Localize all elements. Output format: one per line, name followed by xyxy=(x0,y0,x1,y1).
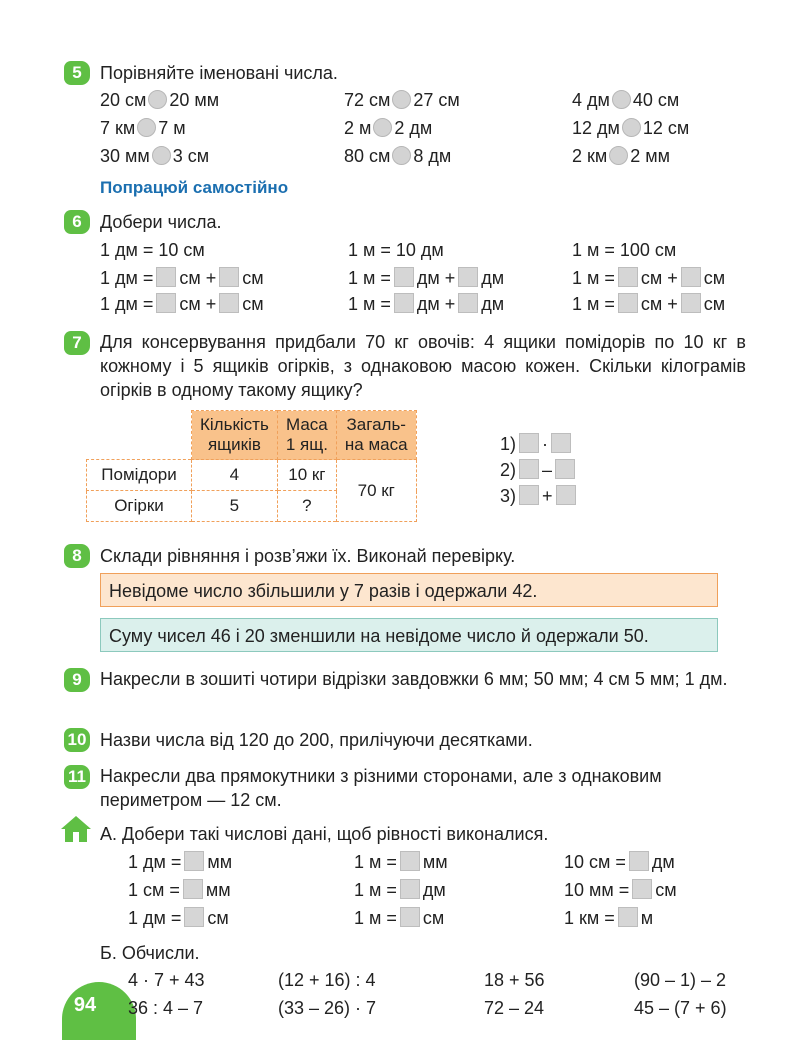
answer-box[interactable] xyxy=(219,293,239,313)
compare-row: 4 дм 40 см xyxy=(572,90,680,110)
compare-row: 30 мм 3 см xyxy=(100,146,210,166)
answer-box[interactable] xyxy=(400,879,420,899)
table-header: Загаль- на маса xyxy=(336,411,416,460)
expression: 72 – 24 xyxy=(484,998,545,1018)
answer-box[interactable] xyxy=(519,433,539,453)
compare-row: 80 см 8 дм xyxy=(344,146,452,166)
section-heading: Попрацюй самостійно xyxy=(100,178,289,197)
answer-box[interactable] xyxy=(156,293,176,313)
expression: (90 – 1) – 2 xyxy=(634,970,727,990)
solution-step: 3) + xyxy=(500,484,579,508)
equality: 1 дм = 10 см xyxy=(100,240,205,260)
exercise-5-title: Порівняйте іменовані числа. xyxy=(100,63,338,83)
answer-box[interactable] xyxy=(632,879,652,899)
expression: (33 – 26) · 7 xyxy=(278,998,377,1018)
answer-box[interactable] xyxy=(555,459,575,479)
equality: 1 м = 100 см xyxy=(572,240,677,260)
fill-equality: 1 м = см xyxy=(354,908,445,928)
exercise-10-text: Назви числа від 120 до 200, прилічуючи десятками. xyxy=(100,730,533,750)
exercise-9-badge: 9 xyxy=(64,668,90,692)
exercise-7-text: Для консервування придбали 70 кг овочів: 4 ящики помідорів по 10 кг в кожному і 5 ящиків огірків, з однаковою масою кожен. Скільки кілограмів огірків в одному такому ящику? xyxy=(100,332,746,400)
fill-equality: 1 м = мм xyxy=(354,852,448,872)
compare-circle[interactable] xyxy=(609,146,628,165)
solution-step: 2) – xyxy=(500,458,578,482)
page-number: 94 xyxy=(62,982,136,1040)
compare-circle[interactable] xyxy=(137,118,156,137)
equality: 1 м = 10 дм xyxy=(348,240,444,260)
compare-row: 2 км 2 мм xyxy=(572,146,671,166)
fill-equality: 1 км = м xyxy=(564,908,654,928)
fill-equality: 1 дм = см xyxy=(128,908,229,928)
exercise-10-badge: 10 xyxy=(64,728,90,752)
answer-box[interactable] xyxy=(519,485,539,505)
answer-box[interactable] xyxy=(400,851,420,871)
answer-box[interactable] xyxy=(556,485,576,505)
answer-box[interactable] xyxy=(400,907,420,927)
answer-box[interactable] xyxy=(519,459,539,479)
answer-box[interactable] xyxy=(184,907,204,927)
equation-task-1: Невідоме число збільшили у 7 разів і одержали 42. xyxy=(100,573,718,607)
home-icon xyxy=(60,814,92,844)
exercise-11-text: Накресли два прямокутники з різними сторонами, але з однаковим периметром — 12 см. xyxy=(100,766,662,810)
homework-b-title: Б. Обчисли. xyxy=(100,943,200,963)
fill-equality: 1 м = дм + дм xyxy=(348,268,505,288)
table-cell: 10 кг xyxy=(277,460,336,491)
answer-box[interactable] xyxy=(629,851,649,871)
compare-circle[interactable] xyxy=(148,90,167,109)
fill-equality: 1 дм = мм xyxy=(128,852,233,872)
exercise-6-badge: 6 xyxy=(64,210,90,234)
compare-row: 7 км 7 м xyxy=(100,118,186,138)
exercise-8-title: Склади рівняння і розв’яжи їх. Виконай перевірку. xyxy=(100,546,516,566)
fill-equality: 1 дм = см + см xyxy=(100,268,264,288)
fill-equality: 1 см = мм xyxy=(128,880,231,900)
fill-equality: 1 м = см + см xyxy=(572,294,726,314)
answer-box[interactable] xyxy=(618,267,638,287)
homework-a-title: А. Добери такі числові дані, щоб рівності виконалися. xyxy=(100,824,549,844)
answer-box[interactable] xyxy=(183,879,203,899)
fill-equality: 1 дм = см + см xyxy=(100,294,264,314)
compare-circle[interactable] xyxy=(612,90,631,109)
compare-circle[interactable] xyxy=(152,146,171,165)
fill-equality: 10 мм = см xyxy=(564,880,677,900)
answer-box[interactable] xyxy=(551,433,571,453)
table-cell: Огірки xyxy=(87,491,192,522)
exercise-5-badge: 5 xyxy=(64,61,90,85)
expression: (12 + 16) : 4 xyxy=(278,970,376,990)
table-header: Маса 1 ящ. xyxy=(277,411,336,460)
expression: 18 + 56 xyxy=(484,970,545,990)
answer-box[interactable] xyxy=(681,293,701,313)
fill-equality: 1 м = дм + дм xyxy=(348,294,505,314)
answer-box[interactable] xyxy=(394,267,414,287)
compare-circle[interactable] xyxy=(373,118,392,137)
table-cell: Помідори xyxy=(87,460,192,491)
answer-box[interactable] xyxy=(219,267,239,287)
answer-box[interactable] xyxy=(184,851,204,871)
table-cell: 70 кг xyxy=(336,460,416,522)
answer-box[interactable] xyxy=(618,293,638,313)
exercise-6-title: Добери числа. xyxy=(100,212,222,232)
compare-circle[interactable] xyxy=(392,146,411,165)
answer-box[interactable] xyxy=(394,293,414,313)
compare-circle[interactable] xyxy=(392,90,411,109)
exercise-7-badge: 7 xyxy=(64,331,90,355)
compare-row: 20 см 20 мм xyxy=(100,90,220,110)
compare-circle[interactable] xyxy=(622,118,641,137)
equation-task-2: Суму чисел 46 і 20 зменшили на невідоме число й одержали 50. xyxy=(100,618,718,652)
table-cell: 4 xyxy=(192,460,278,491)
compare-row: 12 дм 12 см xyxy=(572,118,690,138)
expression: 36 : 4 – 7 xyxy=(128,998,204,1018)
compare-row: 72 см 27 см xyxy=(344,90,460,110)
answer-box[interactable] xyxy=(681,267,701,287)
expression: 4 · 7 + 43 xyxy=(128,970,205,990)
table-header: Кількість ящиків xyxy=(192,411,278,460)
solution-step: 1) · xyxy=(500,432,574,456)
table-cell: 5 xyxy=(192,491,278,522)
fill-equality: 10 см = дм xyxy=(564,852,675,872)
compare-row: 2 м 2 дм xyxy=(344,118,433,138)
answer-box[interactable] xyxy=(458,267,478,287)
fill-equality: 1 м = дм xyxy=(354,880,446,900)
answer-box[interactable] xyxy=(156,267,176,287)
exercise-8-badge: 8 xyxy=(64,544,90,568)
fill-equality: 1 м = см + см xyxy=(572,268,726,288)
exercise-9-text: Накресли в зошиті чотири відрізки завдовжки 6 мм; 50 мм; 4 см 5 мм; 1 дм. xyxy=(100,669,728,689)
expression: 45 – (7 + 6) xyxy=(634,998,727,1018)
data-table xyxy=(86,410,417,522)
exercise-11-badge: 11 xyxy=(64,765,90,789)
answer-box[interactable] xyxy=(618,907,638,927)
answer-box[interactable] xyxy=(458,293,478,313)
table-cell: ? xyxy=(277,491,336,522)
